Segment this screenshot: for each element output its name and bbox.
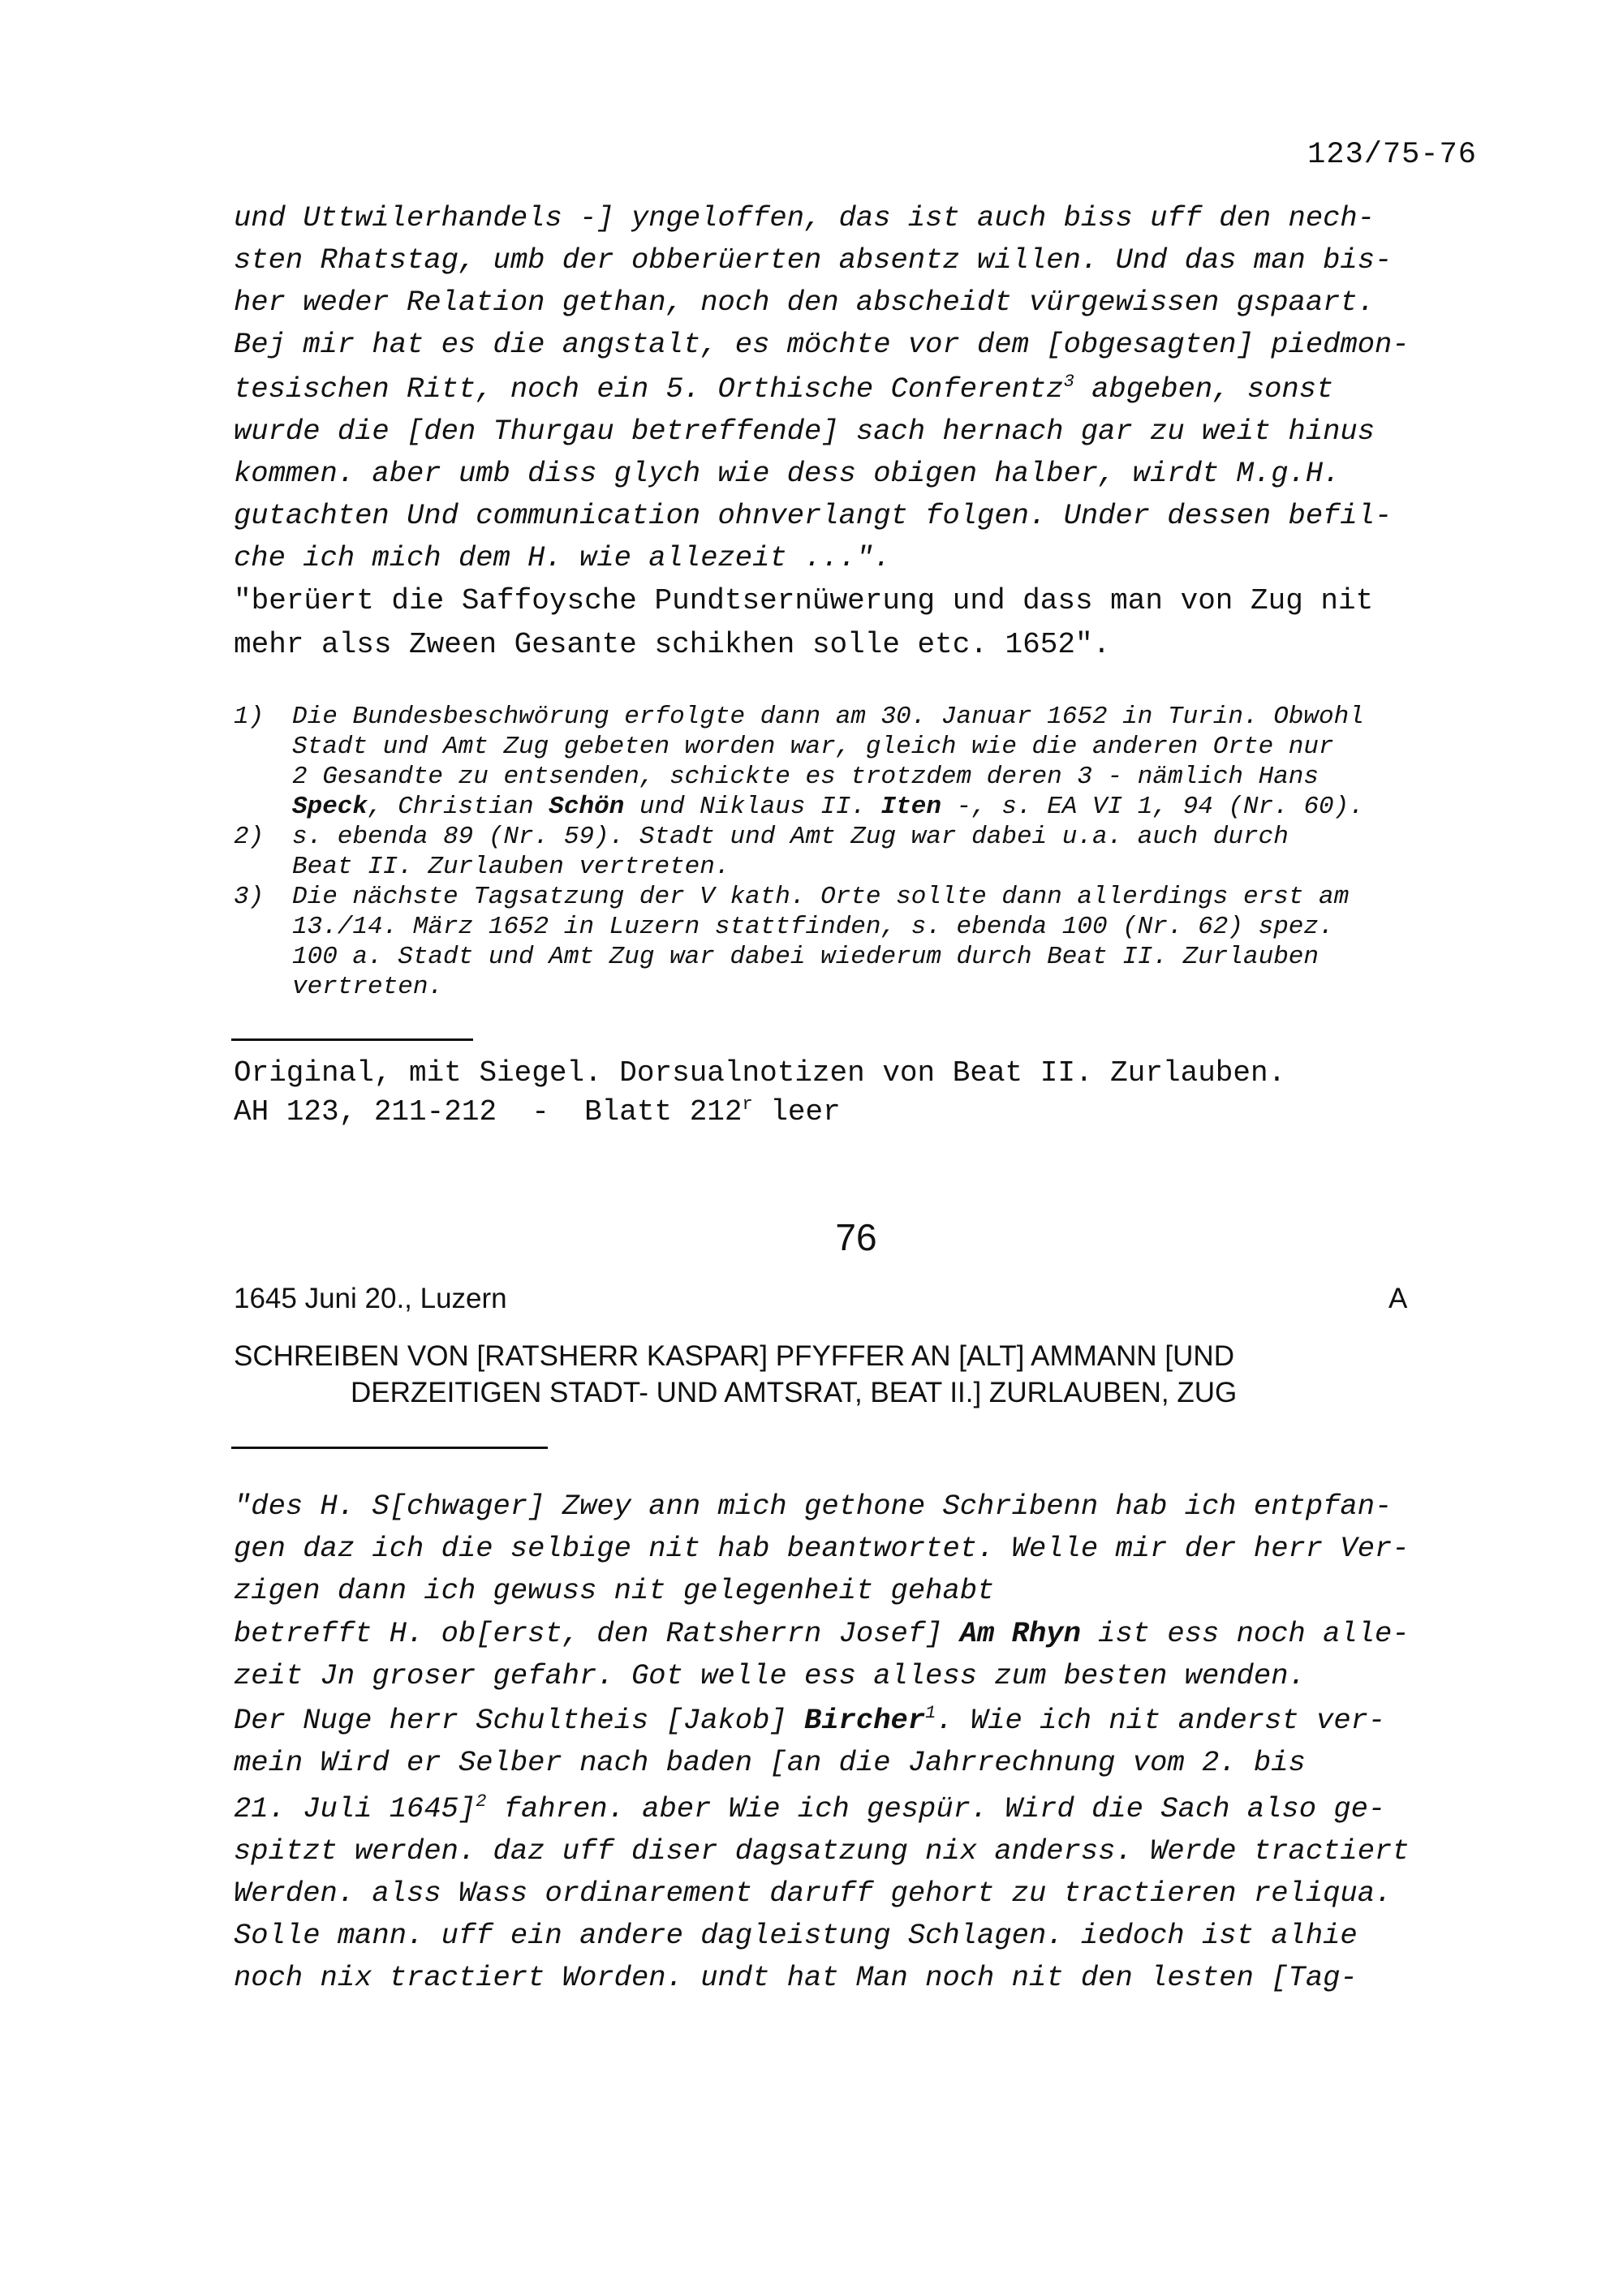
document-type-marker: A [1388, 1283, 1408, 1314]
footnote-line: 100 a. Stadt und Amt Zug war dabei wiederum durch Beat II. Zurlauben [292, 943, 1319, 971]
archive-reference: AH 123, 211-212 - Blatt 212$^r$ leer [234, 1094, 841, 1129]
footnote-number: 3) [234, 883, 265, 911]
separator-rule [231, 1447, 548, 1449]
footnote-line: vertreten. [292, 973, 444, 1001]
date-place: 1645 Juni 20., Luzern [234, 1283, 507, 1314]
text-line: gutachten Und communication ohnverlangt folgen. Under dessen befil- [234, 499, 1393, 532]
text-line: tesischen Ritt, noch ein 5. Orthische Conferentz$^3$ abgeben, sonst [234, 372, 1334, 406]
footnote-ref: 1 [925, 1703, 936, 1723]
footnote-line: Speck, Christian Schön und Niklaus II. Iten -, s. EA VI 1, 94 (Nr. 60). [292, 793, 1364, 821]
text-line: Solle mann. uff ein andere dagleistung Schlagen. iedoch ist alhie [234, 1919, 1358, 1952]
text-line: her weder Relation gethan, noch den abscheidt vürgewissen gspaart. [234, 286, 1375, 319]
text-line: wurde die [den Thurgau betreffende] sach hernach gar zu weit hinus [234, 415, 1375, 448]
person-name: Am Rhyn [959, 1617, 1081, 1650]
footnote-line: Die Bundesbeschwörung erfolgte dann am 30. Januar 1652 in Turin. Obwohl [292, 703, 1364, 731]
footnote-line: Beat II. Zurlauben vertreten. [292, 853, 730, 881]
dorsal-note-line: mehr alss Zween Gesante schikhen solle etc. 1652". [234, 628, 1111, 661]
text-line: sten Rhatstag, umb der obberüerten absentz willen. Und das man bis- [234, 243, 1393, 277]
source-note: Original, mit Siegel. Dorsualnotizen von Beat II. Zurlauben. [234, 1056, 1286, 1090]
page-reference: 123/75-76 [1307, 138, 1477, 172]
text-line: und Uttwilerhandels -] yngeloffen, das ist auch biss uff den nech- [234, 201, 1375, 234]
footnote-number: 1) [234, 703, 265, 731]
text-line: zeit Jn groser gefahr. Got welle ess alless zum besten wenden. [234, 1659, 1306, 1692]
person-name: Bircher [804, 1704, 926, 1737]
text-line: spitzt werden. daz uff diser dagsatzung nix anderss. Werde tractiert [234, 1834, 1410, 1868]
document-title-line: SCHREIBEN VON [RATSHERR KASPAR] PFYFFER AN [ALT] AMMANN [UND [234, 1340, 1234, 1372]
text-line: noch nix tractiert Worden. undt hat Man noch nit den lesten [Tag- [234, 1961, 1358, 1994]
text-line: mein Wird er Selber nach baden [an die Jahrrechnung vom 2. bis [234, 1746, 1306, 1779]
text-line: Bej mir hat es die angstalt, es möchte vor dem [obgesagten] piedmon- [234, 328, 1410, 361]
separator-rule [231, 1038, 473, 1041]
footnote-line: s. ebenda 89 (Nr. 59). Stadt und Amt Zug war dabei u.a. auch durch [292, 823, 1289, 851]
text-line: Werden. alss Wass ordinarement daruff gehort zu tractieren reliqua. [234, 1877, 1393, 1910]
text-line: "des H. S[chwager] Zwey ann mich gethone Schribenn hab ich entpfan- [234, 1490, 1393, 1523]
text-line: zigen dann ich gewuss nit gelegenheit gehabt [234, 1574, 995, 1607]
text-line: kommen. aber umb diss glych wie dess obigen halber, wirdt M.g.H. [234, 457, 1341, 490]
document-title-line: DERZEITIGEN STADT- UND AMTSRAT, BEAT II.] ZURLAUBEN, ZUG [351, 1377, 1238, 1408]
text-line: betrefft H. ob[erst, den Ratsherrn Josef] Am Rhyn ist ess noch alle- [234, 1617, 1410, 1650]
footnote-line: 13./14. März 1652 in Luzern stattfinden, s. ebenda 100 (Nr. 62) spez. [292, 913, 1334, 941]
footnote-line: Stadt und Amt Zug gebeten worden war, gleich wie die anderen Orte nur [292, 733, 1334, 761]
text-line: gen daz ich die selbige nit hab beantwortet. Welle mir der herr Ver- [234, 1532, 1410, 1565]
text-line: 21. Juli 1645]$^2$ fahren. aber Wie ich gespür. Wird die Sach also ge- [234, 1791, 1386, 1825]
footnote-line: 2 Gesandte zu entsenden, schickte es trotzdem deren 3 - nämlich Hans [292, 763, 1319, 791]
footnote-ref: 2 [476, 1791, 487, 1812]
text-line: Der Nuge herr Schultheis [Jakob] Bircher$^1$. Wie ich nit anderst ver- [234, 1703, 1386, 1737]
document-number: 76 [835, 1216, 877, 1258]
footnote-number: 2) [234, 823, 265, 851]
footnote-line: Die nächste Tagsatzung der V kath. Orte sollte dann allerdings erst am [292, 883, 1350, 911]
text-line: che ich mich dem H. wie allezeit ...". [234, 541, 891, 574]
dorsal-note-line: "berüert die Saffoysche Pundtsernüwerung und dass man von Zug nit [234, 584, 1374, 617]
footnote-ref: 3 [1063, 372, 1074, 392]
